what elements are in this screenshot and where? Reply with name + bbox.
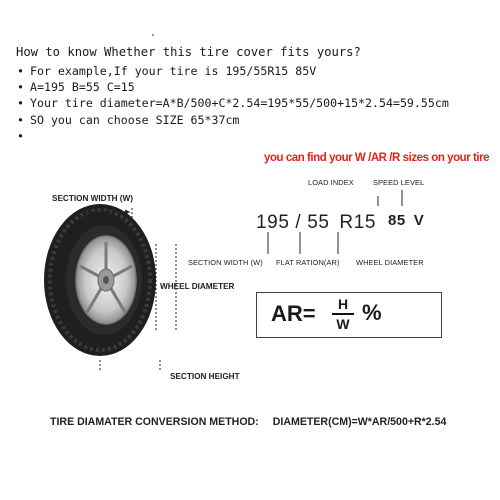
code-load: 85: [387, 212, 406, 229]
ar-numerator: H: [337, 296, 349, 312]
code-rim: R15: [339, 212, 377, 233]
bullet-icon: •: [17, 128, 24, 143]
code-label-wheel-diameter: WHEEL DIAMETER: [356, 258, 424, 267]
list-item-text: Your tire diameter=A*B/500+C*2.54=195*55/500+15*2.54=59.55cm: [30, 96, 449, 111]
section-width-top-label: SECTION WIDTH (W): [52, 194, 133, 203]
code-label-flat-ratio: FLAT RATION(AR): [276, 258, 340, 267]
list-item-text: For example,If your tire is 195/55R15 85V: [30, 64, 317, 78]
code-label-section-width: SECTION WIDTH (W): [188, 258, 263, 267]
stray-mark: ': [152, 33, 154, 44]
method-formula: DIAMETER(CM)=W*AR/500+R*2.54: [272, 416, 447, 428]
list-item-text: A=195 B=55 C=15: [30, 80, 135, 95]
bullet-icon: •: [17, 112, 24, 127]
code-slash: /: [295, 212, 302, 233]
ar-formula-left: AR=: [271, 301, 316, 326]
wheel-diameter-side-label: WHEEL DIAMETER: [160, 282, 235, 291]
intro-title: How to know Whether this tire cover fits yours?: [16, 45, 361, 59]
load-index-label: LOAD INDEX: [308, 178, 354, 187]
code-width: 195: [256, 212, 290, 233]
ar-denominator: W: [336, 316, 350, 332]
bullet-icon: •: [17, 64, 24, 78]
red-note: you can find your W /AR /R sizes on your tire: [264, 152, 490, 164]
section-height-label: SECTION HEIGHT: [170, 372, 240, 381]
speed-level-label: SPEED LEVEL: [373, 178, 425, 187]
code-ratio: 55: [307, 212, 330, 233]
list-item-text: SO you can choose SIZE 65*37cm: [30, 112, 240, 127]
ar-percent: %: [362, 300, 382, 325]
code-speed: V: [413, 212, 425, 229]
method-label: TIRE DIAMATER CONVERSION METHOD:: [50, 416, 259, 428]
bullet-icon: •: [17, 80, 24, 95]
bullet-icon: •: [17, 96, 24, 111]
